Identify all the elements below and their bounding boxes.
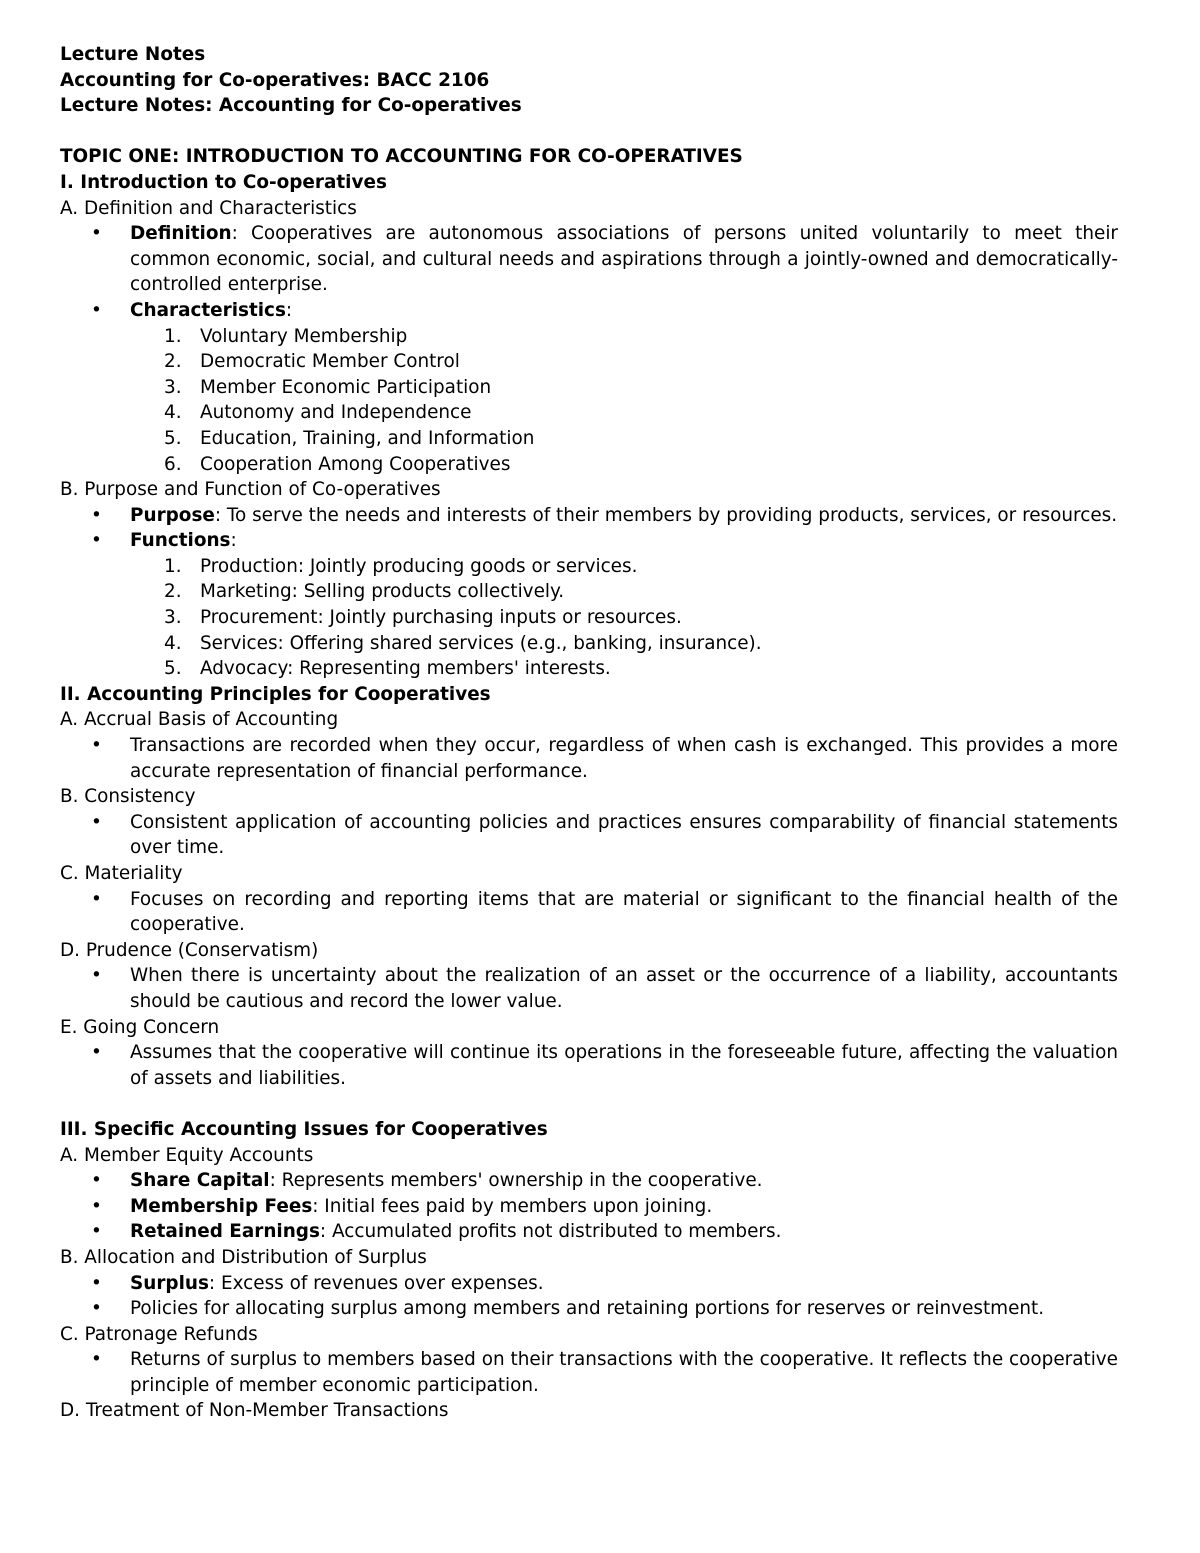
list-item-text: Procurement: Jointly purchasing inputs or resources. [200, 607, 682, 629]
definition-bullet [60, 221, 1118, 298]
list-item: • Consistent application of accounting policies and practices ensures comparability of financial statements over time. [60, 810, 1118, 861]
purpose-term: Purpose [130, 504, 215, 526]
section-3c-heading: C. Patronage Refunds [60, 1323, 258, 1345]
list-item-text: Services: Offering shared services (e.g., banking, insurance). [200, 632, 762, 654]
section-1b-bullets [60, 503, 1118, 554]
list-item: 5. Education, Training, and Information [164, 427, 535, 449]
characteristics-list [60, 324, 1118, 478]
list-item: 3. Procurement: Jointly purchasing inputs or resources. [164, 607, 682, 629]
section-2d-bullets [60, 963, 1118, 1014]
functions-list [60, 554, 1118, 682]
doc-header-line-2: Accounting for Co-operatives: BACC 2106 [60, 69, 490, 91]
term-text: : Accumulated profits not distributed to members. [319, 1221, 782, 1243]
list-item: 6. Cooperation Among Cooperatives [164, 453, 511, 475]
list-item [60, 1194, 1118, 1220]
list-item: • Policies for allocating surplus among members and retaining portions for reserves or reinvestment. [60, 1296, 1118, 1322]
doc-header-line-3: Lecture Notes: Accounting for Co-operatives [60, 95, 522, 117]
term-text: : Initial fees paid by members upon joining. [312, 1195, 713, 1217]
section-2b-heading: B. Consistency [60, 786, 196, 808]
characteristics-term: Characteristics [130, 299, 286, 321]
list-item: 3. Member Economic Participation [164, 376, 492, 398]
definition-term: Definition [130, 223, 232, 245]
doc-header-line-1: Lecture Notes [60, 44, 206, 65]
term: Retained Earnings [130, 1221, 320, 1243]
purpose-text: : To serve the needs and interests of their members by providing products, services, or resources. [214, 504, 1118, 526]
list-item: 4. Services: Offering shared services (e.g., banking, insurance). [164, 632, 762, 654]
list-item: • Transactions are recorded when they occur, regardless of when cash is exchanged. This provides a more accurate representation of financial performance. [60, 733, 1118, 784]
section-2c-heading: C. Materiality [60, 863, 183, 884]
section-2-heading: II. Accounting Principles for Cooperatives [60, 683, 491, 705]
section-1b-heading: B. Purpose and Function of Co-operatives [60, 479, 441, 501]
section-2e-bullets [60, 1040, 1118, 1091]
term: Surplus [130, 1272, 209, 1294]
section-2d-heading: D. Prudence (Conservatism) [60, 939, 319, 961]
list-item: 2. Marketing: Selling products collectively. [164, 581, 565, 603]
section-2e-heading: E. Going Concern [60, 1016, 220, 1038]
characteristics-colon: : [285, 299, 293, 321]
functions-colon: : [230, 530, 237, 552]
list-item: 4. Autonomy and Independence [164, 402, 472, 424]
list-item: • Focuses on recording and reporting items that are material or significant to the financial health of the cooperative. [60, 887, 1118, 938]
list-item-text: Member Economic Participation [200, 376, 492, 398]
section-2a-heading: A. Accrual Basis of Accounting [60, 709, 339, 731]
list-item: • Assumes that the cooperative will continue its operations in the foreseeable future, affecting the valuation of assets and liabilities. [60, 1040, 1118, 1091]
section-3c-bullets [60, 1347, 1118, 1398]
list-item: • When there is uncertainty about the realization of an asset or the occurrence of a liability, accountants should be cautious and record the lower value. [60, 963, 1118, 1014]
list-item-text: Voluntary Membership [200, 325, 408, 347]
list-item [60, 1271, 1118, 1297]
list-item-text: Education, Training, and Information [200, 427, 535, 449]
list-item-text: Production: Jointly producing goods or services. [200, 555, 638, 577]
section-3b-heading: B. Allocation and Distribution of Surplus [60, 1246, 427, 1268]
section-1a-heading: A. Definition and Characteristics [60, 197, 357, 219]
section-2b-bullets [60, 810, 1118, 861]
characteristics-bullet [60, 298, 1118, 324]
list-item: 2. Democratic Member Control [164, 351, 460, 373]
section-3-heading: III. Specific Accounting Issues for Cooperatives [60, 1118, 548, 1140]
section-3d-heading: D. Treatment of Non-Member Transactions [60, 1400, 449, 1422]
section-3a-heading: A. Member Equity Accounts [60, 1144, 314, 1166]
section-3a-bullets [60, 1168, 1118, 1245]
section-1a-bullets [60, 221, 1118, 323]
list-item-text: Autonomy and Independence [200, 402, 472, 424]
section-3b-bullets [60, 1271, 1118, 1322]
term: Membership Fees [130, 1195, 313, 1217]
section-2c-bullets [60, 887, 1118, 938]
functions-term: Functions [130, 530, 231, 552]
section-1-heading: I. Introduction to Co-operatives [60, 171, 387, 193]
list-item-text: Cooperation Among Cooperatives [200, 453, 511, 475]
term-text: : Excess of revenues over expenses. [208, 1272, 544, 1294]
list-item [60, 1219, 1118, 1245]
list-item: 1. Production: Jointly producing goods or services. [164, 555, 638, 577]
list-item [60, 1168, 1118, 1194]
list-item: 1. Voluntary Membership [164, 325, 408, 347]
term-text: : Represents members' ownership in the cooperative. [269, 1170, 763, 1192]
definition-text: : Cooperatives are autonomous associations of persons united voluntarily to meet their common economic, social, and cultural needs and aspirations through a jointly-owned and democratically-controlled enterprise. [130, 223, 1118, 296]
term: Share Capital [130, 1170, 270, 1192]
document-page [60, 42, 1118, 1424]
functions-bullet [60, 528, 1118, 554]
list-item: • Returns of surplus to members based on their transactions with the cooperative. It reflects the cooperative principle of member economic participation. [60, 1347, 1118, 1398]
list-item: 5. Advocacy: Representing members' interests. [164, 658, 611, 680]
list-item-text: Marketing: Selling products collectively. [200, 581, 565, 603]
list-item-text: Advocacy: Representing members' interests. [200, 658, 611, 680]
spacer [60, 1091, 1118, 1117]
purpose-bullet [60, 503, 1118, 529]
section-2a-bullets [60, 733, 1118, 784]
spacer [60, 119, 1118, 145]
list-item-text: Democratic Member Control [200, 351, 460, 373]
topic-heading: TOPIC ONE: INTRODUCTION TO ACCOUNTING FOR CO-OPERATIVES [60, 146, 743, 168]
